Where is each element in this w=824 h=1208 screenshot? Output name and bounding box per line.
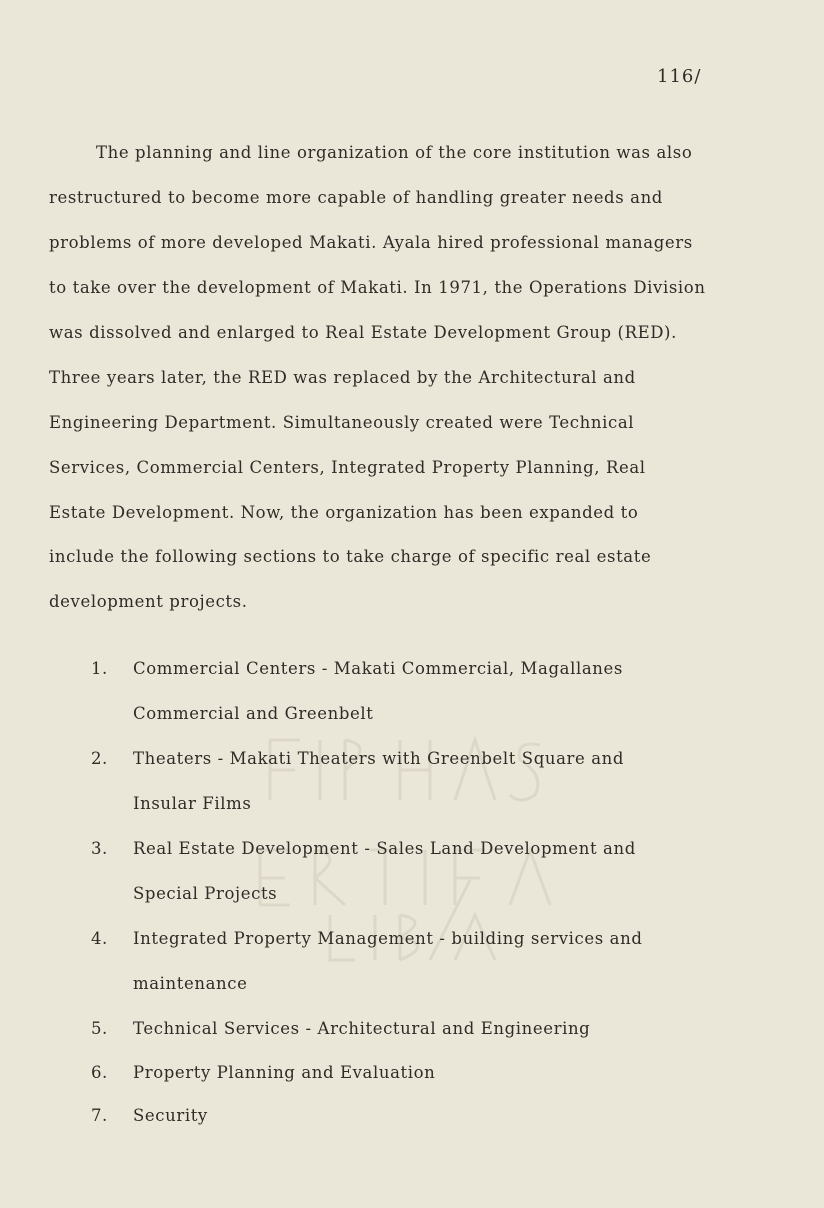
list-item-number: 2. xyxy=(91,749,108,768)
paragraph-line: problems of more developed Makati. Ayala hired professional managers xyxy=(49,233,693,252)
list-item-number: 5. xyxy=(91,1019,108,1038)
list-item-number: 7. xyxy=(91,1106,108,1125)
list-item-text: Real Estate Development - Sales Land Development and xyxy=(133,839,636,858)
list-item-number: 6. xyxy=(91,1063,108,1082)
page-number: 116/ xyxy=(657,66,702,87)
paragraph-line: Three years later, the RED was replaced by the Architectural and xyxy=(49,368,636,387)
paragraph-line: restructured to become more capable of handling greater needs and xyxy=(49,188,663,207)
list-item-text: Technical Services - Architectural and Engineering xyxy=(133,1019,591,1038)
paragraph-line: The planning and line organization of the core institution was also xyxy=(96,143,693,162)
list-item-number: 4. xyxy=(91,929,108,948)
list-item-text: Commercial Centers - Makati Commercial, Magallanes xyxy=(133,659,623,678)
list-item-number: 1. xyxy=(91,659,108,678)
paragraph-line: was dissolved and enlarged to Real Estate Development Group (RED). xyxy=(49,323,677,342)
list-item-text: Commercial and Greenbelt xyxy=(133,704,374,723)
list-item-text: Integrated Property Management - building services and xyxy=(133,929,643,948)
list-item-text: maintenance xyxy=(133,974,248,993)
list-item-text: Theaters - Makati Theaters with Greenbelt Square and xyxy=(133,749,625,768)
list-item-text: Security xyxy=(133,1106,208,1125)
paragraph-line: include the following sections to take charge of specific real estate xyxy=(49,547,652,566)
list-item-text: Insular Films xyxy=(133,794,252,813)
paragraph-line: to take over the development of Makati. In 1971, the Operations Division xyxy=(49,278,706,297)
list-item-number: 3. xyxy=(91,839,108,858)
paragraph-line: Services, Commercial Centers, Integrated Property Planning, Real xyxy=(49,458,646,477)
list-item-text: Property Planning and Evaluation xyxy=(133,1063,436,1082)
list-item-text: Special Projects xyxy=(133,884,278,903)
paragraph-line: Estate Development. Now, the organization has been expanded to xyxy=(49,503,639,522)
paragraph-line: Engineering Department. Simultaneously created were Technical xyxy=(49,413,635,432)
paragraph-line: development projects. xyxy=(49,592,248,611)
